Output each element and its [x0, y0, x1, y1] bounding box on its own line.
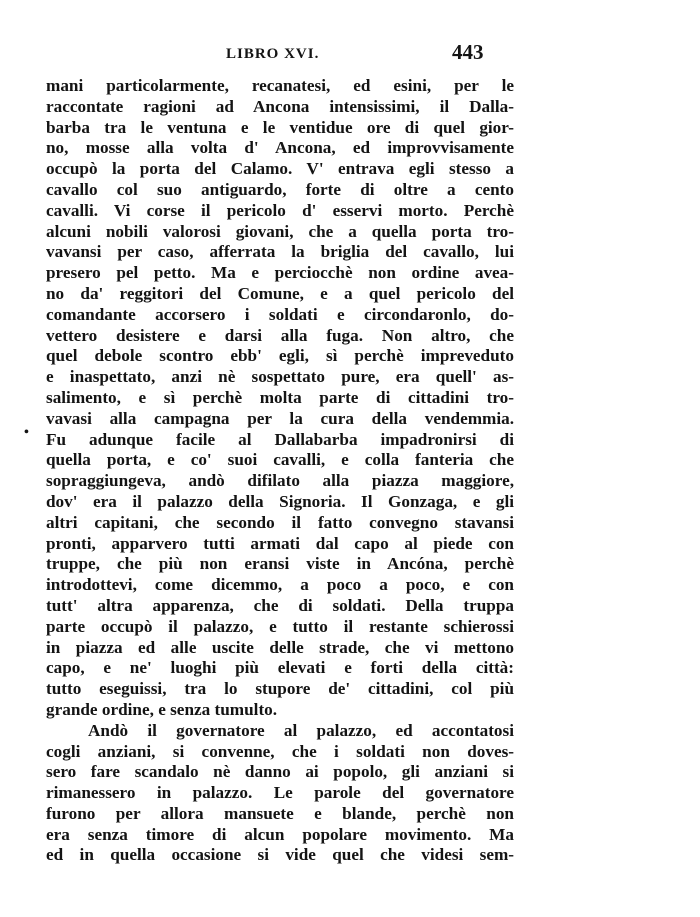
text-line: barba tra le ventuna e le ventidue ore di quel gior- — [46, 117, 514, 137]
text-line: vavasi alla campagna per la cura della vendemmia. — [46, 408, 514, 428]
paragraph-last-line: grande ordine, e senza tumulto. — [46, 699, 278, 719]
text-line: raccontate ragioni ad Ancona intensissimi, il Dalla- — [46, 96, 514, 116]
text-line: tutt' altra apparenza, che di soldati. Della truppa — [46, 595, 514, 615]
running-title: LIBRO XVI. — [226, 46, 320, 62]
text-line: quella porta, e co' suoi cavalli, e colla fanteria che — [46, 450, 514, 470]
text-line: rimanessero in palazzo. Le parole del governatore — [46, 783, 514, 803]
text-line: altri capitani, che secondo il fatto convegno stavansi — [46, 512, 514, 532]
text-line: quel debole scontro ebb' egli, sì perchè impreveduto — [46, 346, 514, 366]
text-line: Fu adunque facile al Dallabarba impadronirsi di — [46, 429, 514, 449]
text-line: salimento, e sì perchè molta parte di cittadini tro- — [46, 387, 514, 407]
paragraph-first-line: Andò il governatore al palazzo, ed accontatosi — [88, 720, 514, 740]
text-line: e inaspettato, anzi nè sospettato pure, era quell' as- — [46, 367, 514, 387]
text-line: era senza timore di alcun popolare movimento. Ma — [46, 824, 514, 844]
text-line: pronti, apparvero tutti armati dal capo al piede con — [46, 533, 514, 553]
text-line: occupò la porta del Calamo. V' entrava egli stesso a — [46, 159, 514, 179]
text-line: in piazza ed alle uscite delle strade, che vi mettono — [46, 637, 514, 657]
text-line: no, mosse alla volta d' Ancona, ed improvvisamente — [46, 138, 514, 158]
text-line: cogli anziani, si convenne, che i soldati non doves- — [46, 741, 514, 761]
page-header — [0, 40, 700, 70]
text-line: truppe, che più non eransi viste in Ancóna, perchè — [46, 554, 514, 574]
text-line: furono per allora mansuete e blande, perchè non — [46, 803, 514, 823]
text-line: comandante accorsero i soldati e circondaronlo, do- — [46, 304, 514, 324]
text-line: capo, e ne' luoghi più elevati e forti della città: — [46, 658, 514, 678]
text-line: vavansi per caso, afferrata la briglia del cavallo, lui — [46, 242, 514, 262]
text-line: mani particolarmente, recanatesi, ed esini, per le — [46, 76, 514, 95]
text-line: parte occupò il palazzo, e tutto il restante schierossi — [46, 616, 514, 636]
body-text — [46, 76, 514, 866]
page-number: 443 — [452, 40, 484, 64]
text-line: dov' era il palazzo della Signoria. Il Gonzaga, e gli — [46, 491, 514, 511]
text-line: alcuni nobili valorosi giovani, che a quella porta tro- — [46, 221, 514, 241]
text-line: vettero desistere e darsi alla fuga. Non altro, che — [46, 325, 514, 345]
text-line: sopraggiungeva, andò difilato alla piazza maggiore, — [46, 471, 514, 491]
margin-mark: • — [24, 425, 29, 440]
text-line: cavallo col suo antiguardo, forte di oltre a cento — [46, 179, 514, 199]
text-line: presero pel petto. Ma e perciocchè non ordine avea- — [46, 263, 514, 283]
text-line: ed in quella occasione si vide quel che videsi sem- — [46, 845, 514, 865]
text-line: tutto eseguissi, tra lo stupore de' cittadini, col più — [46, 679, 514, 699]
text-line: cavalli. Vi corse il pericolo d' esservi morto. Perchè — [46, 200, 514, 220]
text-line: sero fare scandalo nè danno ai popolo, gli anziani si — [46, 762, 514, 782]
text-line: introdottevi, come dicemmo, a poco a poco, e con — [46, 575, 514, 595]
text-line: no da' reggitori del Comune, e a quel pericolo del — [46, 283, 514, 303]
